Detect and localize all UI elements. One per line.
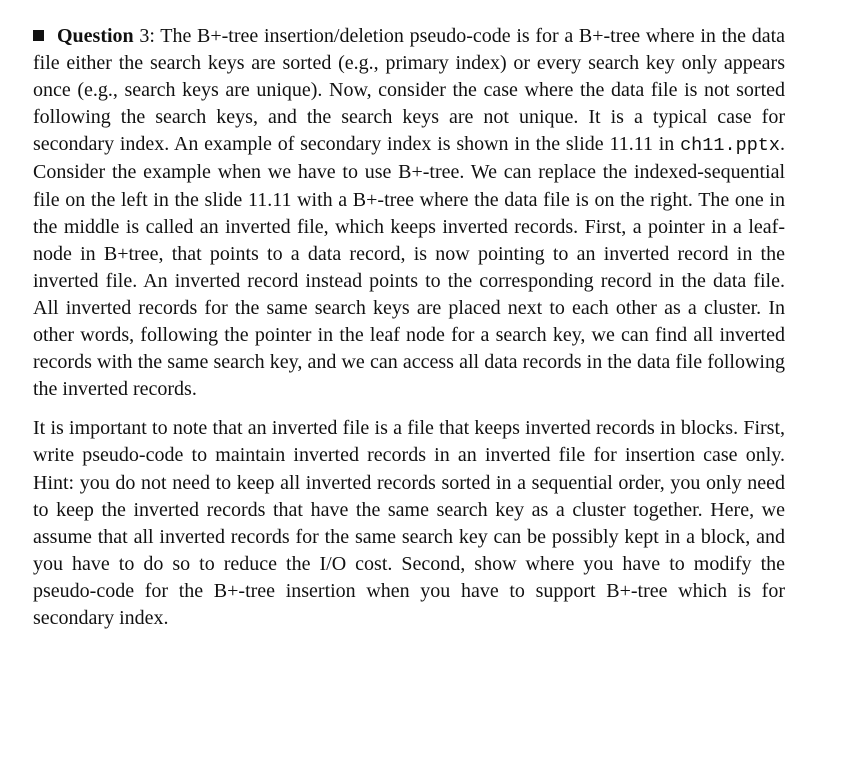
- question-number: 3: [139, 25, 150, 47]
- inline-code-filename: ch11.pptx: [680, 135, 780, 157]
- question-paragraph-1: [33, 23, 785, 403]
- square-bullet-icon: [33, 30, 44, 41]
- paragraph-1-text-b: . Consider the example when we have to use B+-tree. We can replace the indexed-sequential file on the left in the slide 11.11 with a B+-tree where the data file is on the right. The one in the middle is called an inverted file, which keeps inverted records. First, a pointer in a leaf-node in B+tree, that points to a data record, is now pointing to an inverted record in the inverted file. An inverted record instead points to the corresponding record in the data file. All inverted records for the same search keys are placed next to each other as a cluster. In other words, following the pointer in the leaf node for a search key, we can find all inverted records with the same search key, and we can access all data records in the data file following the inverted records.: [33, 133, 785, 401]
- question-paragraph-2: It is important to note that an inverted file is a file that keeps inverted records in blocks. First, write pseudo-code to maintain inverted records in an inverted file for insertion case only. Hint: you do not need to keep all inverted records sorted in a sequential order, you only need to keep the inverted records that have the same search key as a cluster together. Here, we assume that all inverted records for the same search key can be possibly kept in a block, and you have to do so to reduce the I/O cost. Second, show where you have to modify the pseudo-code for the B+-tree insertion when you have to support B+-tree which is for secondary index.: [33, 417, 785, 629]
- question-document: [33, 23, 785, 632]
- question-label: Question: [57, 25, 134, 47]
- paragraph-1-text-a: : The B+-tree insertion/deletion pseudo-code is for a B+-tree where in the data file either the search keys are sorted (e.g., primary index) or every search key only appears once (e.g., search keys are unique). Now, consider the case where the data file is not sorted following the search keys, and the search keys are not unique. It is a typical case for secondary index. An example of secondary index is shown in the slide 11.11 in: [33, 25, 786, 156]
